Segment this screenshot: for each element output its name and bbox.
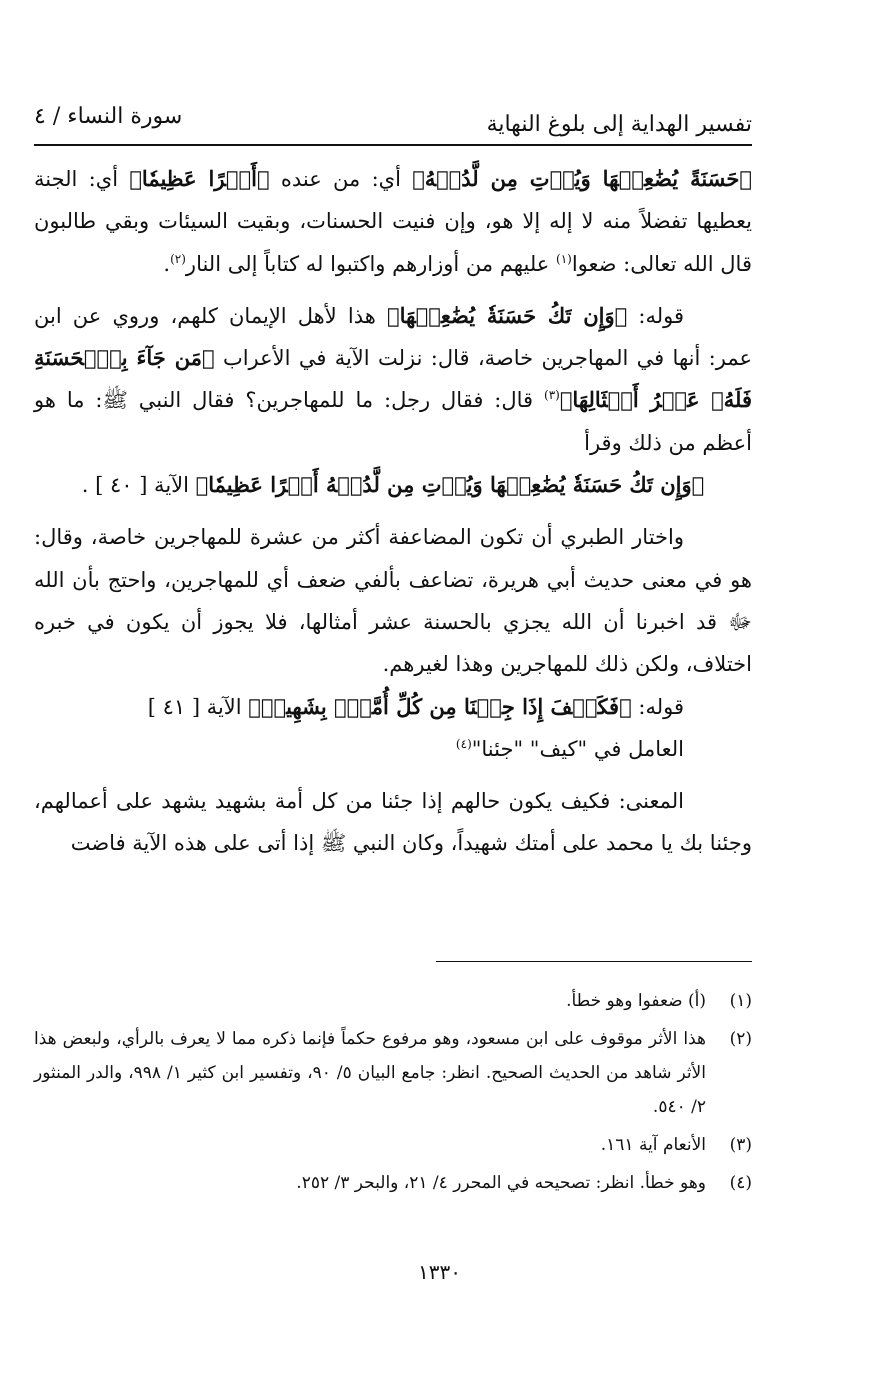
footnote-number: (٤): [729, 1173, 752, 1193]
paragraph-4: واختار الطبري أن تكون المضاعفة أكثر من عشرة للمهاجرين خاصة، وقال: هو في معنى حديث أبي هريرة، تضاعف بألفي ضعف أي للمهاجرين، واحتج بأن الله ﷻ قد اخبرنا أن الله يجزي بالحسنة عشر أمثالها، فلا يجوز أن يكون في خبره اختلاف، ولكن ذلك للمهاجرين وهذا لغيرهم.: [34, 525, 752, 677]
surah-label: سورة النساء / ٤: [34, 104, 183, 129]
quran-quote: ﴿وَإِن تَكُ حَسَنَةٗ يُضَٰعِفۡهَا وَيُؤۡتِ مِن لَّدُنۡهُ أَجۡرًا عَظِيمٗا﴾: [195, 472, 705, 498]
paragraph-5: [34, 686, 752, 728]
main-text: [34, 158, 752, 865]
footnote-item: [34, 1166, 752, 1200]
footnote-number: (١): [729, 991, 752, 1011]
paragraph-3: [34, 464, 752, 506]
paragraph-2: [34, 295, 752, 464]
footnote-item: [34, 1128, 752, 1162]
footnote-text: هذا الأثر موقوف على ابن مسعود، وهو مرفوع حكماً فإنما ذكره مما لا يعرف بالرأي، ولبعض هذا الأثر شاهد من الحديث الصحيح. انظر: جامع البيان ٥/ ٩٠، وتفسير ابن كثير ١/ ٩٩٨، والدر المنثور ٢/ ٥٤٠.: [34, 1029, 706, 1117]
quran-quote: ﴿فَكَيۡفَ إِذَا جِئۡنَا مِن كُلِّ أُمَّةِۭ بِشَهِيدٖ﴾: [248, 693, 632, 719]
footnote-text: وهو خطأ. انظر: تصحيحه في المحرر ٤/ ٢١، والبحر ٣/ ٢٥٢.: [296, 1173, 706, 1193]
verse-ref: الآية [ ٤٠ ] .: [81, 473, 196, 498]
running-header: [34, 100, 752, 146]
footnote-ref-2: (٢): [170, 251, 186, 266]
quran-quote: ﴿أَجۡرًا عَظِيمٗا﴾: [129, 166, 270, 191]
text-run: أي: الجنة يعطيها تفضلاً منه لا إله إلا هو، وإن فنيت الحسنات، وبقيت السيئات وبقي طالبون قال الله تعالى: ضعوا: [34, 167, 752, 276]
footnote-number: (٣): [729, 1135, 752, 1155]
paragraph-1: [34, 158, 752, 285]
footnote-ref-4: (٤): [455, 736, 472, 751]
text-run: قال: فقال رجل: ما للمهاجرين؟ فقال النبي ﷺ: ما هو أعظم من ذلك وقرأ: [34, 388, 752, 455]
paragraph-6: [34, 728, 752, 770]
verse-ref: الآية [ ٤١ ]: [147, 694, 249, 719]
footnote-ref-1: (١): [556, 251, 572, 266]
footnote-separator: [436, 961, 752, 962]
footnote-text: (أ) ضعفوا وهو خطأ.: [566, 991, 706, 1011]
footnotes: [34, 984, 752, 1204]
text-run: قوله:: [627, 303, 685, 328]
paragraph-7: المعنى: فكيف يكون حالهم إذا جئنا من كل أمة بشهيد يشهد على أعمالهم، وجئنا بك يا محمد على أمتك شهيداً، وكان النبي ﷺ إذا أتى على هذه الآية فاضت: [34, 789, 752, 856]
quran-quote: ﴿وَإِن تَكُ حَسَنَةٗ يُضَٰعِفۡهَا﴾: [386, 302, 628, 328]
book-title: تفسير الهداية إلى بلوغ النهاية: [486, 112, 752, 137]
text-run: عليهم من أوزارهم واكتبوا له كتاباً إلى النار: [185, 251, 556, 276]
footnote-ref-3: (٣): [544, 388, 560, 403]
page-number: ١٣٣٠: [418, 1260, 461, 1284]
text-run: هذا لأهل الإيمان كلهم، وروي عن ابن عمر: أنها في المهاجرين خاصة، قال: نزلت الآية في الأعراب: [34, 303, 752, 371]
text-run: العامل في "كيف" "جئنا": [471, 736, 684, 761]
footnote-number: (٢): [729, 1029, 752, 1049]
text-run: أي: من عنده: [269, 167, 413, 191]
text-run: قوله:: [631, 694, 684, 719]
text-run: .: [163, 251, 171, 276]
footnote-item: [34, 1022, 752, 1124]
footnote-item: [34, 984, 752, 1018]
footnote-text: الأنعام آية ١٦١.: [600, 1135, 706, 1155]
quran-quote: ﴿مَن جَآءَ بِٱلۡحَسَنَةِ فَلَهُۥ عَشۡرُ أَمۡثَالِهَا﴾: [34, 345, 752, 413]
quran-quote: ﴿حَسَنَةً يُضَٰعِفۡهَا وَيُؤۡتِ مِن لَّدُنۡهُ﴾: [412, 166, 752, 191]
